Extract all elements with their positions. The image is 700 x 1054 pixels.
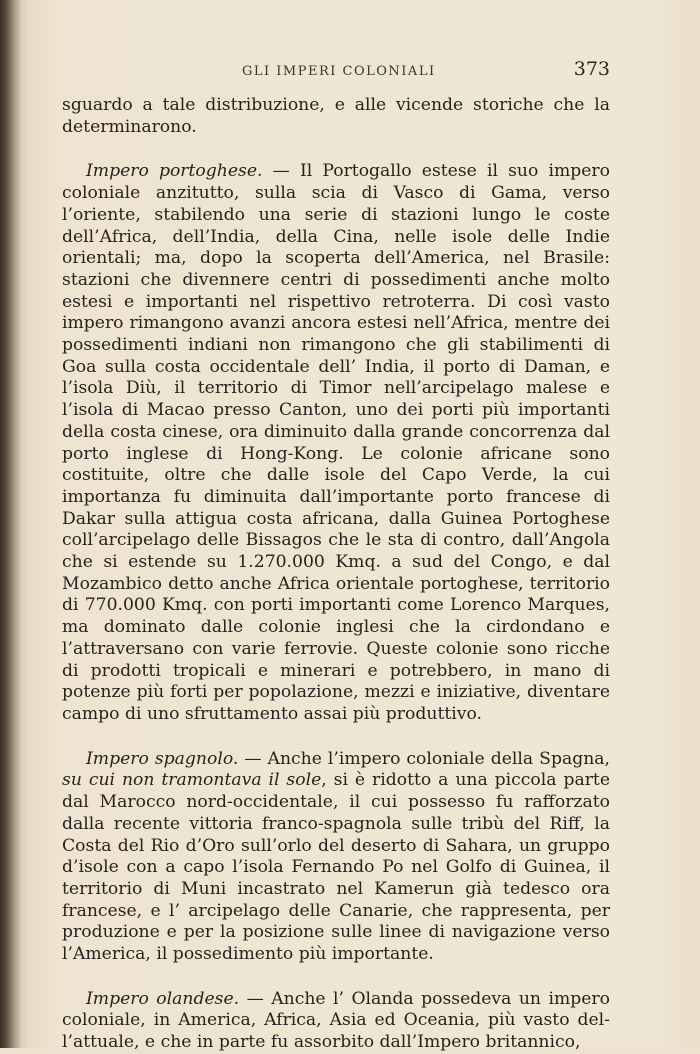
paragraph-text: — Anche l’impero coloniale della Spagna, bbox=[238, 748, 610, 769]
running-title: GLI IMPERI COLONIALI bbox=[242, 64, 436, 79]
paragraph-text: — Il Portogallo estese il suo impero coloniale anzitutto, sulla scia di Vasco di Gama, verso l’oriente, stabilendo una serie di stazioni lungo le coste dell’Africa, dell’India, della Cina, nelle isole delle Indie orientali; ma, dopo la scoperta dell’America, nel Brasile: stazioni che divennere centri di possedimenti anche molto estesi e importanti nel rispettivo retroterra. Di così vasto impero rimangono avanzi ancora estesi nell’Africa, mentre dei possedimenti indiani non rimangono che gli stabilimenti di Goa sulla costa occidentale dell’ India, il porto di Daman, e l’isola Diù, il territorio di Timor nell’arcipelago malese e l’isola di Macao presso Canton, uno dei porti più importanti della costa cinese, ora diminuito dalla grande concorrenza dal porto inglese di Hong-Kong. Le colonie africane sono costituite, oltre che dalle isole del Capo Verde, la cui importanza fu diminuita dall’importante porto francese di Dakar sulla attigua costa africana, dalla Guinea Portoghese coll’arcipelago delle Bissagos che le sta di contro, dall’Angola che si estende su 1.270.000 Kmq. a sud del Congo, e dal Mozambico detto anche Africa orientale portoghese, territorio di 770.000 Kmq. con porti importanti come Lorenco Marques, ma dominato dalle colonie inglesi che la cirdondano e l’attraversano con varie ferrovie. Queste colonie sono ricche di prodotti tropicali e minerari e potrebbero, in mano di potenze più forti per popolazione, mezzi e iniziative, diventare campo di uno sfruttamento assai più produttivo. bbox=[62, 161, 610, 724]
page-header bbox=[62, 58, 610, 82]
section-heading: Impero olandese. bbox=[86, 988, 240, 1009]
paragraph-gap bbox=[62, 726, 610, 749]
paragraph-dutch-empire bbox=[62, 989, 610, 1054]
paragraph-text: — Anche l’ Olanda possedeva un impero coloniale, in America, Africa, Asia ed Oceania, più vasto del-l’attuale, e che in parte fu assorbito dall’Impero britannico, bbox=[62, 988, 610, 1053]
paragraph-gap bbox=[62, 138, 610, 161]
section-heading: Impero spagnolo. bbox=[86, 748, 239, 769]
body-text bbox=[62, 95, 610, 1054]
paragraph-text: sguardo a tale distribuzione, e alle vicende storiche che la determinarono. bbox=[62, 95, 610, 137]
paragraph-continuation bbox=[62, 95, 610, 138]
paragraph-gap bbox=[62, 966, 610, 989]
binding-shadow bbox=[0, 0, 22, 1048]
page-number: 373 bbox=[573, 58, 610, 80]
emphasized-phrase: su cui non tramontava il sole bbox=[62, 770, 322, 791]
paragraph-spanish-empire bbox=[62, 749, 610, 966]
paragraph-portuguese-empire bbox=[62, 161, 610, 725]
section-heading: Impero portoghese. bbox=[86, 161, 263, 182]
paragraph-text: , si è ridotto a una piccola parte dal Marocco nord-occidentale, il cui possesso fu rafforzato dalla recente vittoria franco-spagnola sulle tribù del Riff, la Costa del Rio d’Oro sull’orlo del deserto di Sahara, un gruppo d’isole con a capo l’isola Fernando Po nel Golfo di Guinea, il territorio di Muni incastrato nel Kamerun già tedesco ora francese, e l’ arcipelago delle Canarie, che rappresenta, per produzione e per la posizione sulle linee di navigazione verso l’America, il possedimento più importante. bbox=[62, 770, 610, 965]
